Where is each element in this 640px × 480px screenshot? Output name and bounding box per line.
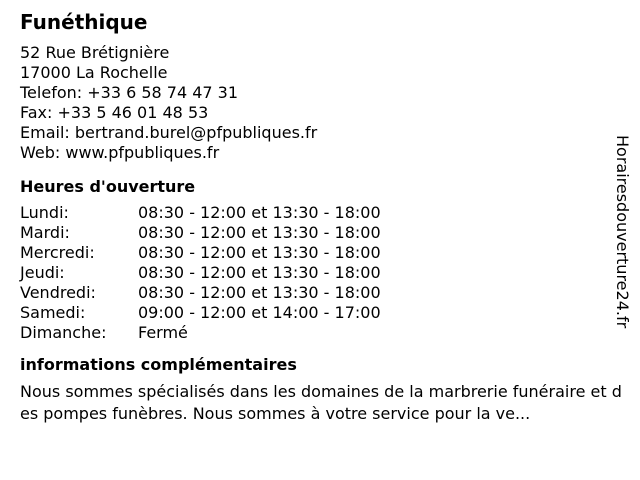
hours-row-sunday bbox=[20, 323, 620, 343]
watermark-text: Horairesdouverture24.fr bbox=[613, 135, 632, 329]
hours-row-saturday bbox=[20, 303, 620, 323]
additional-info-text: Nous sommes spécialisés dans les domaines de la marbrerie funéraire et des pompes funèbres. Nous sommes à votre service pour la ve... bbox=[20, 382, 622, 423]
phone-text: Telefon: +33 6 58 74 47 31 bbox=[20, 83, 239, 102]
hours-time: 09:00 - 12:00 et 14:00 - 17:00 bbox=[138, 303, 381, 322]
hours-time: Fermé bbox=[138, 323, 188, 342]
hours-day: Mercredi: bbox=[20, 243, 95, 262]
hours-day: Lundi: bbox=[20, 203, 69, 222]
hours-time: 08:30 - 12:00 et 13:30 - 18:00 bbox=[138, 263, 381, 282]
email-text: Email: bertrand.burel@pfpubliques.fr bbox=[20, 123, 318, 142]
opening-hours-list bbox=[20, 203, 620, 343]
address-line-1: 52 Rue Brétignière bbox=[20, 43, 170, 62]
hours-row-thursday bbox=[20, 263, 620, 283]
hours-day: Dimanche: bbox=[20, 323, 107, 342]
hours-row-friday bbox=[20, 283, 620, 303]
hours-time: 08:30 - 12:00 et 13:30 - 18:00 bbox=[138, 283, 381, 302]
web-text: Web: www.pfpubliques.fr bbox=[20, 143, 220, 162]
additional-info-heading: informations complémentaires bbox=[20, 355, 297, 374]
hours-row-wednesday bbox=[20, 243, 620, 263]
hours-time: 08:30 - 12:00 et 13:30 - 18:00 bbox=[138, 203, 381, 222]
fax-text: Fax: +33 5 46 01 48 53 bbox=[20, 103, 209, 122]
hours-time: 08:30 - 12:00 et 13:30 - 18:00 bbox=[138, 243, 381, 262]
hours-day: Vendredi: bbox=[20, 283, 96, 302]
opening-hours-heading: Heures d'ouverture bbox=[20, 177, 196, 196]
hours-row-tuesday bbox=[20, 223, 620, 243]
hours-row-monday bbox=[20, 203, 620, 223]
hours-time: 08:30 - 12:00 et 13:30 - 18:00 bbox=[138, 223, 381, 242]
hours-day: Mardi: bbox=[20, 223, 70, 242]
hours-day: Jeudi: bbox=[20, 263, 65, 282]
business-card bbox=[20, 9, 620, 425]
address-line-2: 17000 La Rochelle bbox=[20, 63, 168, 82]
hours-day: Samedi: bbox=[20, 303, 86, 322]
business-name: Funéthique bbox=[20, 10, 148, 34]
